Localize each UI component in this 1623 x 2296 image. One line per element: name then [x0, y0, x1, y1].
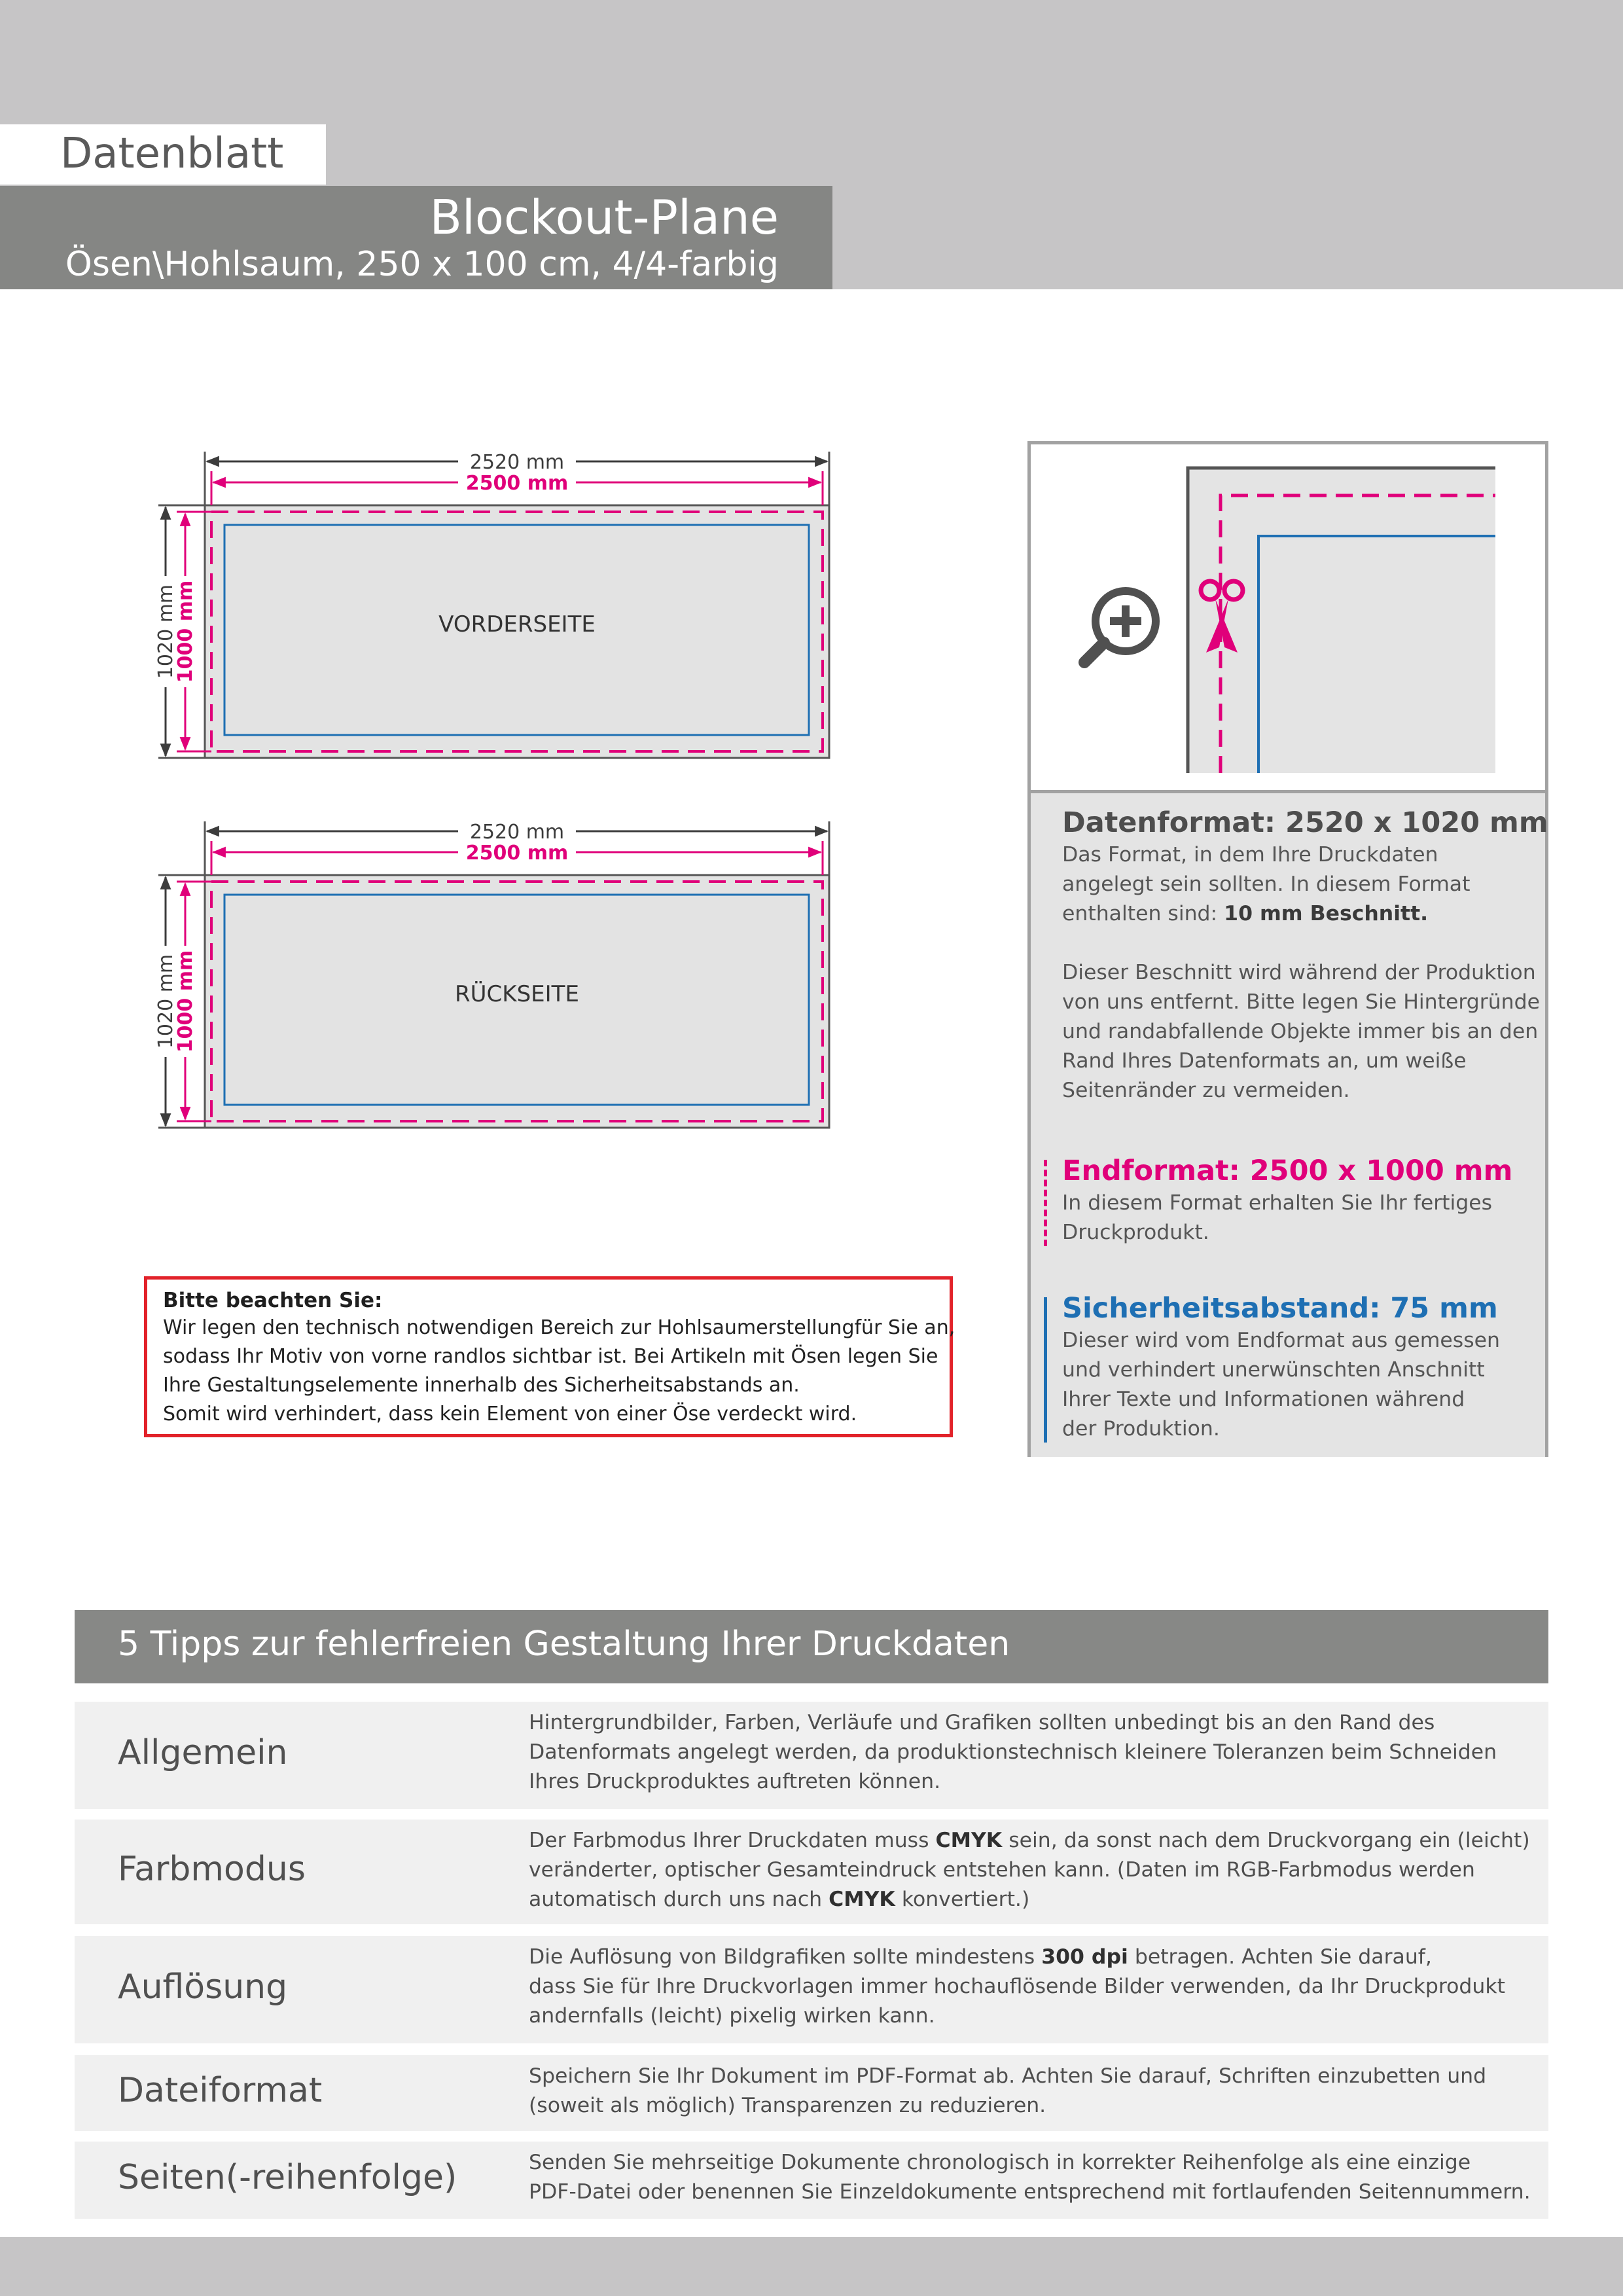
datenformat-text: enthalten sind: 10 mm Beschnitt. — [1062, 902, 1429, 925]
bleed-emphasis: 10 mm Beschnitt. — [1224, 902, 1429, 925]
sicherheit-text: Dieser wird vom Endformat aus gemessen — [1062, 1329, 1500, 1352]
tip-text-line: Die Auflösung von Bildgrafiken sollte mindestens 300 dpi betragen. Achten Sie darauf, — [529, 1945, 1432, 1969]
diagram-front — [154, 451, 829, 758]
sicherheit-heading: Sicherheitsabstand: 75 mm — [1062, 1292, 1498, 1325]
tip-text-line: Speichern Sie Ihr Dokument im PDF-Format ab. Achten Sie darauf, Schriften einzubetten und — [529, 2064, 1487, 2088]
side-label: VORDERSEITE — [438, 611, 596, 637]
beschnitt-text: Rand Ihres Datenformats an, um weiße — [1062, 1049, 1467, 1073]
beschnitt-text: Dieser Beschnitt wird während der Produktion — [1062, 961, 1536, 984]
datenformat-text: angelegt sein sollten. In diesem Format — [1062, 872, 1471, 896]
notice-box — [144, 1276, 953, 1437]
product-subtitle: Ösen\Hohlsaum, 250 x 100 cm, 4/4-farbig — [65, 245, 779, 284]
datenformat-heading: Datenformat: 2520 x 1020 mm — [1062, 806, 1548, 839]
sicherheit-text: und verhindert unerwünschten Anschnitt — [1062, 1358, 1485, 1382]
tip-text — [529, 2148, 1531, 2207]
notice-line: Somit wird verhindert, dass kein Element von einer Öse verdeckt wird. — [163, 1403, 857, 1426]
tip-text-line: Senden Sie mehrseitige Dokumente chronologisch in korrekter Reihenfolge als eine einzige — [529, 2151, 1471, 2174]
endformat-heading: Endformat: 2500 x 1000 mm — [1062, 1155, 1513, 1187]
width-final-label: 2500 mm — [465, 842, 569, 865]
datenformat-text: Das Format, in dem Ihre Druckdaten — [1062, 843, 1438, 867]
tip-text — [529, 1943, 1505, 2031]
endformat-text: Druckprodukt. — [1062, 1221, 1209, 1244]
detail-illustration — [1031, 444, 1545, 790]
tip-text-line: Der Farbmodus Ihrer Druckdaten muss CMYK sein, da sonst nach dem Druckvorgang ein (leicht) — [529, 1829, 1530, 1852]
sicherheit-marker — [1044, 1297, 1047, 1443]
datenblatt-label: Datenblatt — [60, 130, 284, 178]
sicherheit-text: Ihrer Texte und Informationen während — [1062, 1388, 1465, 1411]
width-final-label: 2500 mm — [465, 472, 569, 495]
format-diagrams — [0, 0, 982, 1178]
sicherheit-text: der Produktion. — [1062, 1417, 1220, 1441]
diagram-back — [154, 821, 829, 1128]
product-title: Blockout-Plane — [429, 190, 779, 245]
footer-band — [0, 2237, 1623, 2296]
notice-line: Wir legen den technisch notwendigen Bereich zur Hohlsaumerstellungfür Sie an, — [163, 1316, 955, 1339]
tip-text-line: dass Sie für Ihre Druckvorlagen immer hochauflösende Bilder verwenden, da Ihr Druckprodukt — [529, 1975, 1505, 1998]
notice-line: Ihre Gestaltungselemente innerhalb des Sicherheitsabstands an. — [163, 1374, 800, 1397]
beschnitt-text: Seitenränder zu vermeiden. — [1062, 1079, 1350, 1102]
side-label: RÜCKSEITE — [455, 981, 579, 1007]
notice-line: sodass Ihr Motiv von vorne randlos sichtbar ist. Bei Artikeln mit Ösen legen Sie — [163, 1345, 938, 1368]
endformat-marker — [1044, 1160, 1047, 1246]
width-data-label: 2520 mm — [469, 821, 565, 844]
tip-text — [529, 1826, 1530, 1914]
tip-row — [75, 1936, 1548, 2043]
width-data-label: 2520 mm — [469, 451, 565, 474]
endformat-text: In diesem Format erhalten Sie Ihr fertiges — [1062, 1191, 1493, 1215]
tip-label: Allgemein — [118, 1733, 288, 1772]
tip-text-line: (soweit als möglich) Transparenzen zu reduzieren. — [529, 2094, 1046, 2117]
tip-text-line: Hintergrundbilder, Farben, Verläufe und Grafiken sollten unbedingt bis an den Rand des — [529, 1711, 1435, 1734]
height-final-label: 1000 mm — [174, 950, 197, 1053]
tip-row — [75, 2142, 1548, 2219]
tip-row — [75, 1820, 1548, 1924]
tip-label: Farbmodus — [118, 1850, 306, 1889]
height-final-label: 1000 mm — [174, 580, 197, 683]
tip-text-line: veränderter, optischer Gesamteindruck entstehen kann. (Daten im RGB-Farbmodus werden — [529, 1858, 1475, 1882]
tip-row — [75, 2055, 1548, 2131]
beschnitt-text: und randabfallende Objekte immer bis an den — [1062, 1020, 1539, 1043]
tip-text-line: automatisch durch uns nach CMYK konvertiert.) — [529, 1888, 1030, 1911]
tip-label: Seiten(-reihenfolge) — [118, 2158, 457, 2197]
notice-heading: Bitte beachten Sie: — [163, 1289, 383, 1312]
beschnitt-text: von uns entfernt. Bitte legen Sie Hintergründe — [1062, 990, 1541, 1014]
zoom-in-icon — [1084, 591, 1156, 662]
height-data-label: 1020 mm — [154, 954, 177, 1049]
tip-row — [75, 1702, 1548, 1809]
format-info-panel — [1027, 441, 1548, 1457]
height-data-label: 1020 mm — [154, 584, 177, 679]
tip-text-line: Datenformats angelegt werden, da produktionstechnisch kleinere Toleranzen beim Schneiden — [529, 1740, 1497, 1764]
tips-header — [75, 1610, 1548, 1683]
info-text-area — [1031, 790, 1548, 1457]
tip-text-line: PDF-Datei oder benennen Sie Einzeldokumente entsprechend mit fortlaufenden Seitennummern. — [529, 2180, 1531, 2204]
tip-text-line: Ihres Druckproduktes auftreten können. — [529, 1770, 941, 1793]
tips-title: 5 Tipps zur fehlerfreien Gestaltung Ihrer Druckdaten — [118, 1624, 1010, 1664]
tip-text — [529, 1708, 1497, 1797]
tip-label: Auflösung — [118, 1967, 288, 2007]
tip-text-line: andernfalls (leicht) pixelig wirken kann. — [529, 2004, 935, 2028]
tip-text — [529, 2062, 1486, 2121]
tip-label: Dateiformat — [118, 2071, 323, 2110]
